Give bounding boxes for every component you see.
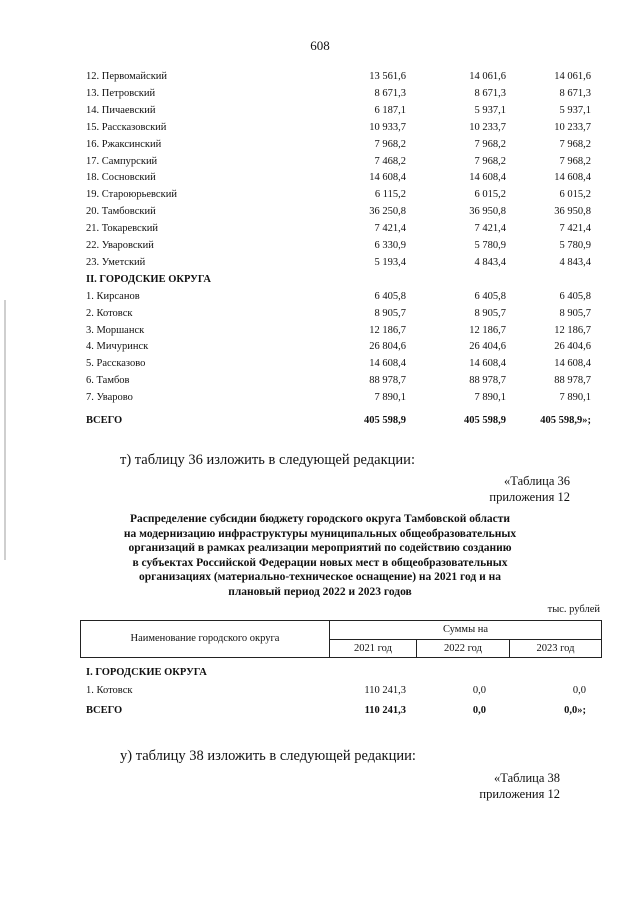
row-name: 18. Сосновский [86,172,156,184]
title-line: в субъектах Российской Федерации новых мест в общеобразовательных [132,556,508,569]
table-row [86,322,606,339]
row-name: 22. Уваровский [86,240,154,251]
value-v3: 14 061,6 [554,71,591,82]
value-v3: 14 608,4 [554,172,591,184]
row-name: 23. Уметский [86,256,146,268]
value-v3: 6 405,8 [559,290,591,302]
value-v3: 36 950,8 [554,206,591,218]
row-name: 19. Староюрьевский [86,189,177,201]
table-row [86,68,606,85]
value-v1: 8 671,3 [374,87,406,99]
value-2023: 0,0 [572,685,586,696]
value-v1: 14 608,4 [369,358,406,370]
value-v3: 12 186,7 [554,324,591,336]
row-name: 5. Рассказово [86,358,146,370]
table-row [86,136,606,153]
value-v1: 88 978,7 [369,375,406,387]
value-v2: 6 015,2 [474,189,506,201]
header-sums: Суммы на [330,621,601,640]
table36-row [86,682,606,699]
value-v3: 7 890,1 [559,392,591,404]
table38-ref-line2: приложения 12 [479,787,560,801]
title-line: плановый период 2022 и 2023 годов [228,585,412,598]
value-v2: 7 421,4 [474,223,506,235]
value-v3: 88 978,7 [554,375,591,387]
row-name: 6. Тамбов [86,375,130,387]
row-name: 21. Токаревский [86,223,159,235]
value-v1: 7 968,2 [374,138,406,150]
value-v2: 7 968,2 [474,155,506,167]
value-v1: 14 608,4 [369,172,406,184]
table36-ref-line1: «Таблица 36 [504,474,570,488]
value-v3: 7 968,2 [559,155,591,167]
value-v2: 7 890,1 [474,392,506,404]
value-v2: 5 780,9 [474,240,506,251]
title-line: организаций в рамках реализации мероприятий по содействию созданию [128,542,512,554]
value-v2: 36 950,8 [469,206,506,218]
value-v2: 14 608,4 [469,172,506,184]
value-v3: 5 780,9 [559,240,591,251]
row-name: 1. Кирсанов [86,290,140,302]
header-name-column: Наименование городского округа [81,621,330,657]
table-row [86,288,606,305]
table-row [86,169,606,186]
table38-reference [410,770,560,802]
value-v3: 26 404,6 [554,341,591,353]
table-row [86,372,606,389]
header-year-2023: 2023 год [536,643,575,654]
table-row [86,102,606,119]
value-v3: 7 968,2 [559,138,591,150]
value-v1: 26 804,6 [369,341,406,353]
total-2021: 110 241,3 [364,705,406,716]
section-heading-row [86,271,606,288]
table-row [86,305,606,322]
value-v1: 7 421,4 [374,223,406,235]
total-v3: 405 598,9»; [540,415,591,426]
value-v1: 6 405,8 [374,290,406,302]
value-v1: 8 905,7 [374,307,406,319]
units-label: тыс. рублей [547,604,600,615]
page-binding-mark [4,300,6,560]
value-v2: 26 404,6 [469,341,506,353]
value-v2: 12 186,7 [469,324,506,336]
value-v1: 6 330,9 [374,240,406,251]
row-name: 15. Рассказовский [86,121,167,133]
value-2022: 0,0 [472,685,486,696]
value-v3: 14 608,4 [554,358,591,370]
total-2023: 0,0»; [564,705,586,716]
value-v2: 8 905,7 [474,307,506,319]
value-v1: 36 250,8 [369,206,406,218]
table36-row [86,664,606,681]
total-v2: 405 598,9 [464,415,506,426]
table-row [86,355,606,372]
value-2021: 110 241,3 [364,685,406,696]
table-row [86,203,606,220]
table-row [86,186,606,203]
row-name: 12. Первомайский [86,71,168,82]
instruction-u: у) таблицу 38 изложить в следующей редакции: [120,748,416,764]
row-name: 3. Моршанск [86,324,145,336]
value-v1: 5 193,4 [374,256,406,268]
value-v3: 5 937,1 [559,104,591,116]
row-name: 7. Уварово [86,392,133,404]
row-name: 20. Тамбовский [86,206,156,218]
total-label: ВСЕГО [86,415,123,426]
value-v2: 5 937,1 [474,104,506,116]
total-row [86,412,606,429]
value-v3: 7 421,4 [559,223,591,235]
table-row [86,119,606,136]
value-v3: 4 843,4 [559,256,591,268]
value-v3: 8 671,3 [559,87,591,99]
table-row [86,220,606,237]
row-name: 4. Мичуринск [86,341,149,353]
table36-total-row [86,702,606,719]
value-v1: 6 187,1 [374,104,406,116]
row-name: 16. Ржаксинский [86,138,162,150]
table-row [86,254,606,271]
table-row [86,153,606,170]
value-v1: 6 115,2 [374,189,406,201]
value-v2: 14 061,6 [469,71,506,82]
table-row [86,338,606,355]
table36-reference [420,473,570,505]
row-name: 17. Сампурский [86,155,158,167]
row-name: II. ГОРОДСКИЕ ОКРУГА [86,273,211,285]
table-row [86,85,606,102]
value-v2: 8 671,3 [474,87,506,99]
instruction-t: т) таблицу 36 изложить в следующей редакции: [120,452,415,468]
value-v2: 14 608,4 [469,358,506,370]
total-label: ВСЕГО [86,705,123,716]
row-name: 13. Петровский [86,87,156,99]
row-name: 1. Котовск [86,685,133,696]
value-v3: 6 015,2 [559,189,591,201]
total-2022: 0,0 [472,705,486,716]
value-v1: 10 933,7 [369,121,406,133]
value-v1: 7 890,1 [374,392,406,404]
row-name: 14. Пичаевский [86,104,156,116]
value-v2: 10 233,7 [469,121,506,133]
table-row [86,237,606,254]
value-v2: 4 843,4 [474,256,506,268]
value-v2: 88 978,7 [469,375,506,387]
row-name: 2. Котовск [86,307,133,319]
title-line: Распределение субсидии бюджету городского округа Тамбовской области [129,513,511,525]
value-v1: 12 186,7 [369,324,406,336]
header-year-2022: 2022 год [417,640,510,657]
page-number: 608 [310,38,330,53]
table-row [86,389,606,406]
title-line: организациях (материально-техническое оснащение) на 2021 год и на [139,571,501,583]
value-v1: 7 468,2 [374,155,406,167]
table36-header [80,620,602,658]
table38-ref-line1: «Таблица 38 [494,771,560,785]
total-v1: 405 598,9 [364,415,406,426]
value-v1: 13 561,6 [369,71,406,82]
table36-ref-line2: приложения 12 [489,490,570,504]
value-v2: 6 405,8 [474,290,506,302]
value-v3: 10 233,7 [554,121,591,133]
value-v3: 8 905,7 [559,307,591,319]
row-name: I. ГОРОДСКИЕ ОКРУГА [86,667,207,678]
title-line: на модернизацию инфраструктуры муниципальных общеобразовательных [123,527,517,540]
table36-title [80,512,560,599]
value-v2: 7 968,2 [474,138,506,150]
header-year-2021: 2021 год [330,640,417,657]
